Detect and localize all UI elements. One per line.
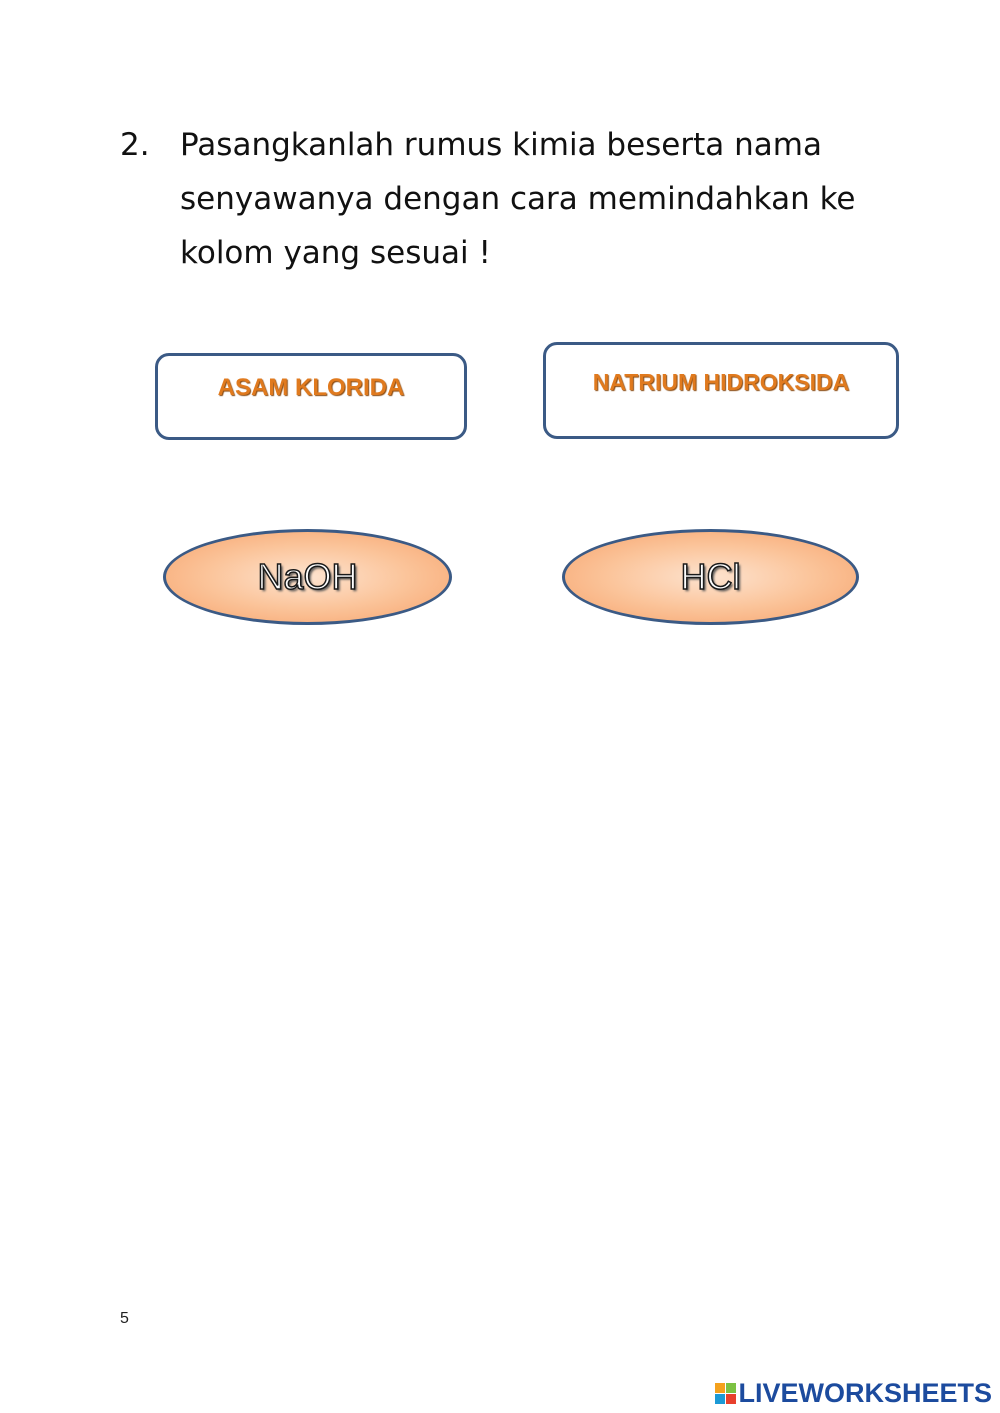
formula-label: HCl xyxy=(680,556,741,597)
question-text: Pasangkanlah rumus kimia beserta nama senyawanya dengan cara memindahkan ke kolom yang sesuai ! xyxy=(180,127,856,271)
answer-box-label: NATRIUM HIDROKSIDA xyxy=(592,369,850,395)
watermark-text: LIVEWORKSHEETS xyxy=(738,1378,992,1408)
liveworksheets-watermark[interactable] xyxy=(715,1378,992,1409)
answer-box-natrium-hidroksida[interactable] xyxy=(543,342,899,439)
liveworksheets-logo-icon xyxy=(715,1383,736,1404)
answer-box-asam-klorida[interactable] xyxy=(155,353,467,440)
answer-box-label: ASAM KLORIDA xyxy=(217,374,405,401)
page-number: 5 xyxy=(120,1310,129,1327)
draggable-formula-hcl[interactable] xyxy=(562,529,859,625)
question-number: 2. xyxy=(120,127,150,163)
draggable-formula-naoh[interactable] xyxy=(163,529,452,625)
formula-label: NaOH xyxy=(257,556,358,597)
